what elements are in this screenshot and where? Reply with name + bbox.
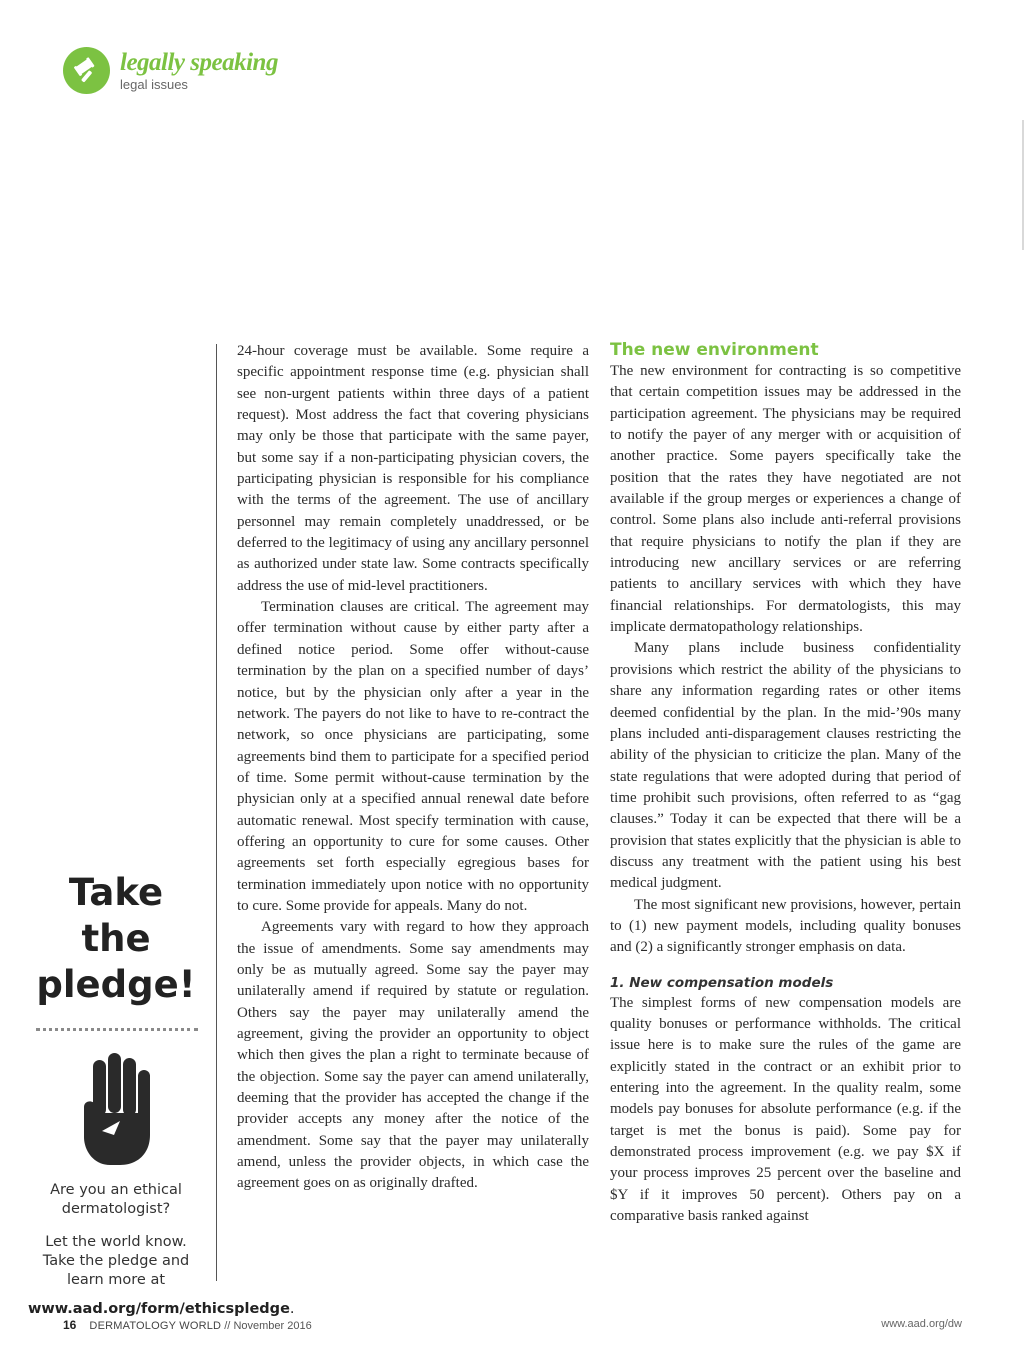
dotted-divider: [36, 1028, 198, 1031]
body-paragraph: The new environment for contracting is so competitive that certain competition issues may be addressed in the participation agreement. The physicians may be required to notify the payer of any merger with or acquisition of another practice. Some payers specifically take the position that the rates they have negotiated are not available if the group merges or experiences a change of control. Some plans also include anti-referral provisions that require physicians to notify the plan if they are introducing new ancillary services or are referring patients to ancillary services with which they have financial relationships. For dermatologists, this may implicate dermatopathology relationships.: [610, 363, 961, 636]
right-column: [610, 340, 961, 1227]
footer-url[interactable]: www.aad.org/dw: [881, 1318, 962, 1330]
footer-separator: //: [224, 1320, 231, 1332]
section-subtitle: legal issues: [120, 77, 188, 92]
issue-date: November 2016: [233, 1320, 312, 1332]
pledge-heading: Take the pledge!: [36, 871, 196, 1006]
page-footer: [63, 1318, 962, 1332]
body-paragraph: Many plans include business confidentiality provisions which restrict the ability of the physicians to share any information regarding rates or other items deemed confidential by the plan. In the mid-’90s many plans included anti-disparagement clauses restricting the ability of the physician to criticize the plan. Many of the state regulations that were adopted during that period of time prohibit such provisions, often referred to as “gag clauses.” Today it can be expected that there will be a provision that states explicitly that the physician is able to discuss any treatment with the patient using his best medical judgment.: [610, 640, 961, 892]
raised-hand-icon: [80, 1051, 152, 1167]
body-paragraph: The simplest forms of new compensation models are quality bonuses or performance withholds. The critical issue here is to make sure the rules of the game are explicitly stated in the contract or an exhibit prior to entering into the agreement. In the quality realm, some models pay bonuses for absolute performance (e.g. if the target is met the bonus is paid). Some pay for demonstrated process improvement (e.g. we pay $X if your process improves 25 percent over the baseline and $Y if it improves 50 percent). Others pay on a comparative basis ranked against: [610, 994, 961, 1225]
body-paragraph: Agreements vary with regard to how they approach the issue of amendments. Some say amendments may only be as mutually agreed. Some say the payer may unilaterally amend if required by statute or regulation. Others say the payer may unilaterally amend the agreement, giving the provider an opportunity to object which then gives the plan a right to terminate because of the objection. Some say the payer can amend unilaterally, deeming that the provider has accepted the change if the provider accepts any money after the notice of the amendment. Some say that the payer may unilaterally amend, unless the provider objects, in which case the agreement goes on as originally drafted.: [237, 919, 589, 1192]
page-number: 16: [63, 1318, 77, 1332]
publication-name: DERMATOLOGY WORLD: [89, 1320, 222, 1332]
body-paragraph: 24-hour coverage must be available. Some require a specific appointment response time (e.g. physician shall see non-urgent patients within three days of a patient request). Most address the fact that covering physicians may only be those that participate with the same payer, but some say if a non-participating physician covers, the participating physician is responsible for his compliance with the terms of the agreement. The use of ancillary personnel may remain completely unaddressed, or be deferred to the legitimacy of using any ancillary personnel as authorized under state law. Some contracts specifically address the use of mid-level practitioners.: [237, 343, 589, 594]
pledge-link[interactable]: www.aad.org/form/ethicspledge: [28, 1301, 290, 1317]
section-header: [63, 47, 278, 94]
section-title: legally speaking: [120, 49, 278, 76]
body-paragraph: Termination clauses are critical. The agreement may offer termination without cause by either party after a defined notice period. Some offer without-cause termination by the plan on a specified number of days’ notice, but by the physician only after a year in the network. The payers do not like to have to re-contract the network, so once physicians are participating, some agreements bind them to participate for a specified period of time. Some permit without-cause termination by the physician only at a specified annual renewal date before automatic renewal. Most specify termination with cause, offering an opportunity to cure for some causes. Other agreements set forth especially egregious bases for termination immediately upon notice with no opportunity to cure. Some provide for appeals. Many do not.: [237, 599, 589, 914]
column-divider: [216, 344, 217, 1281]
pledge-sidebar: [28, 870, 295, 1319]
body-paragraph: The most significant new provisions, however, pertain to (1) new payment models, including quality bonuses and (2) a significantly stronger emphasis on data.: [610, 896, 961, 956]
middle-column: [237, 341, 589, 1195]
gavel-icon: [63, 47, 110, 94]
pledge-link-period: .: [289, 1301, 295, 1317]
pledge-cta: Let the world know. Take the pledge and learn more at: [42, 1234, 190, 1288]
numbered-subhead: 1. New compensation models: [610, 974, 834, 991]
pledge-link-wrap: [28, 1300, 295, 1319]
subhead-new-environment: The new environment: [610, 340, 819, 360]
pledge-question: Are you an ethical dermatologist?: [50, 1182, 182, 1217]
